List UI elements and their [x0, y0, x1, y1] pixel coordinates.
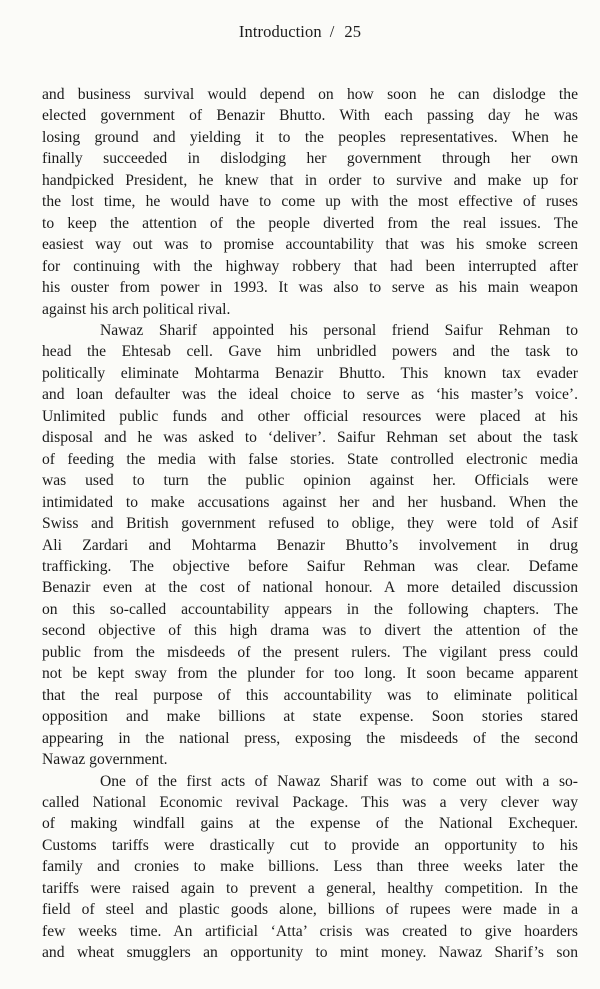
text-line: Benazir even at the cost of national honour. A more detailed discussion — [42, 579, 578, 597]
paragraph — [42, 84, 578, 320]
text-line: and business survival would depend on how soon he can dislodge the — [42, 86, 578, 103]
text-line: easiest way out was to promise accountability that was his smoke screen — [42, 236, 578, 254]
running-header — [0, 22, 600, 42]
text-line: family and cronies to make billions. Less than three weeks later the — [42, 858, 578, 876]
text-line: and wheat smugglers an opportunity to mint money. Nawaz Sharif’s son — [42, 944, 578, 962]
text-line: trafficking. The objective before Saifur Rehman was clear. Defame — [42, 557, 578, 575]
text-line: Nawaz government. — [42, 751, 168, 769]
text-line: appearing in the national press, exposing the misdeeds of the second — [42, 729, 578, 747]
text-line: that the real purpose of this accountability was to eliminate political — [42, 686, 578, 704]
text-line: for continuing with the highway robbery that had been interrupted after — [42, 257, 578, 275]
text-line: of making windfall gains at the expense of the National Exchequer. — [42, 815, 578, 833]
text-line: tariffs were raised again to prevent a general, healthy competition. In the — [42, 879, 578, 897]
paragraph — [42, 771, 578, 964]
paragraph — [42, 320, 578, 771]
text-line: Customs tariffs were drastically cut to provide an opportunity to his — [42, 836, 578, 854]
text-line: intimidated to make accusations against her and her husband. When the — [42, 493, 578, 511]
text-line: not be kept sway from the plunder for too long. It soon became apparent — [42, 665, 578, 683]
text-line: Unlimited public funds and other official resources were placed at his — [42, 407, 578, 425]
header-separator: / — [329, 22, 335, 41]
text-line: Nawaz Sharif appointed his personal friend Saifur Rehman to — [100, 321, 578, 339]
page-number: 25 — [344, 22, 362, 41]
text-line: Ali Zardari and Mohtarma Benazir Bhutto’s involvement in drug — [42, 536, 578, 554]
text-line: head the Ehtesab cell. Gave him unbridled powers and the task to — [42, 343, 578, 361]
text-line: was used to turn the public opinion against her. Officials were — [42, 472, 578, 490]
text-line: opposition and make billions at state expense. Soon stories stared — [42, 708, 578, 726]
text-line: second objective of this high drama was to divert the attention of the — [42, 622, 578, 640]
body-text — [42, 84, 578, 964]
text-line: to keep the attention of the people diverted from the real issues. The — [42, 214, 578, 232]
text-line: handpicked President, he knew that in order to survive and make up for — [42, 171, 578, 189]
text-line: Swiss and British government refused to oblige, they were told of Asif — [42, 515, 578, 533]
text-line: and loan defaulter was the ideal choice to serve as ‘his master’s voice’. — [42, 386, 578, 404]
text-line: of feeding the media with false stories. State controlled electronic media — [42, 450, 578, 468]
text-line: few weeks time. An artificial ‘Atta’ crisis was created to give hoarders — [42, 922, 578, 940]
text-line: against his arch political rival. — [42, 300, 231, 318]
text-line: the lost time, he would have to come up with the most effective of ruses — [42, 193, 578, 211]
text-line: losing ground and yielding it to the peoples representatives. When he — [42, 128, 578, 146]
text-line: field of steel and plastic goods alone, billions of rupees were made in a — [42, 901, 578, 919]
text-line: called National Economic revival Package. This was a very clever way — [42, 793, 578, 811]
text-line: disposal and he was asked to ‘deliver’. Saifur Rehman set about the task — [42, 429, 578, 447]
text-line: elected government of Benazir Bhutto. With each passing day he was — [42, 107, 578, 125]
text-line: public from the misdeeds of the present rulers. The vigilant press could — [42, 643, 578, 661]
chapter-title: Introduction — [238, 22, 322, 41]
text-line: on this so-called accountability appears in the following chapters. The — [42, 600, 578, 618]
text-line: politically eliminate Mohtarma Benazir Bhutto. This known tax evader — [42, 364, 578, 382]
text-line: finally succeeded in dislodging her government through her own — [42, 150, 578, 168]
text-line: his ouster from power in 1993. It was also to serve as his main weapon — [42, 279, 578, 297]
text-line: One of the first acts of Nawaz Sharif was to come out with a so- — [100, 772, 578, 790]
